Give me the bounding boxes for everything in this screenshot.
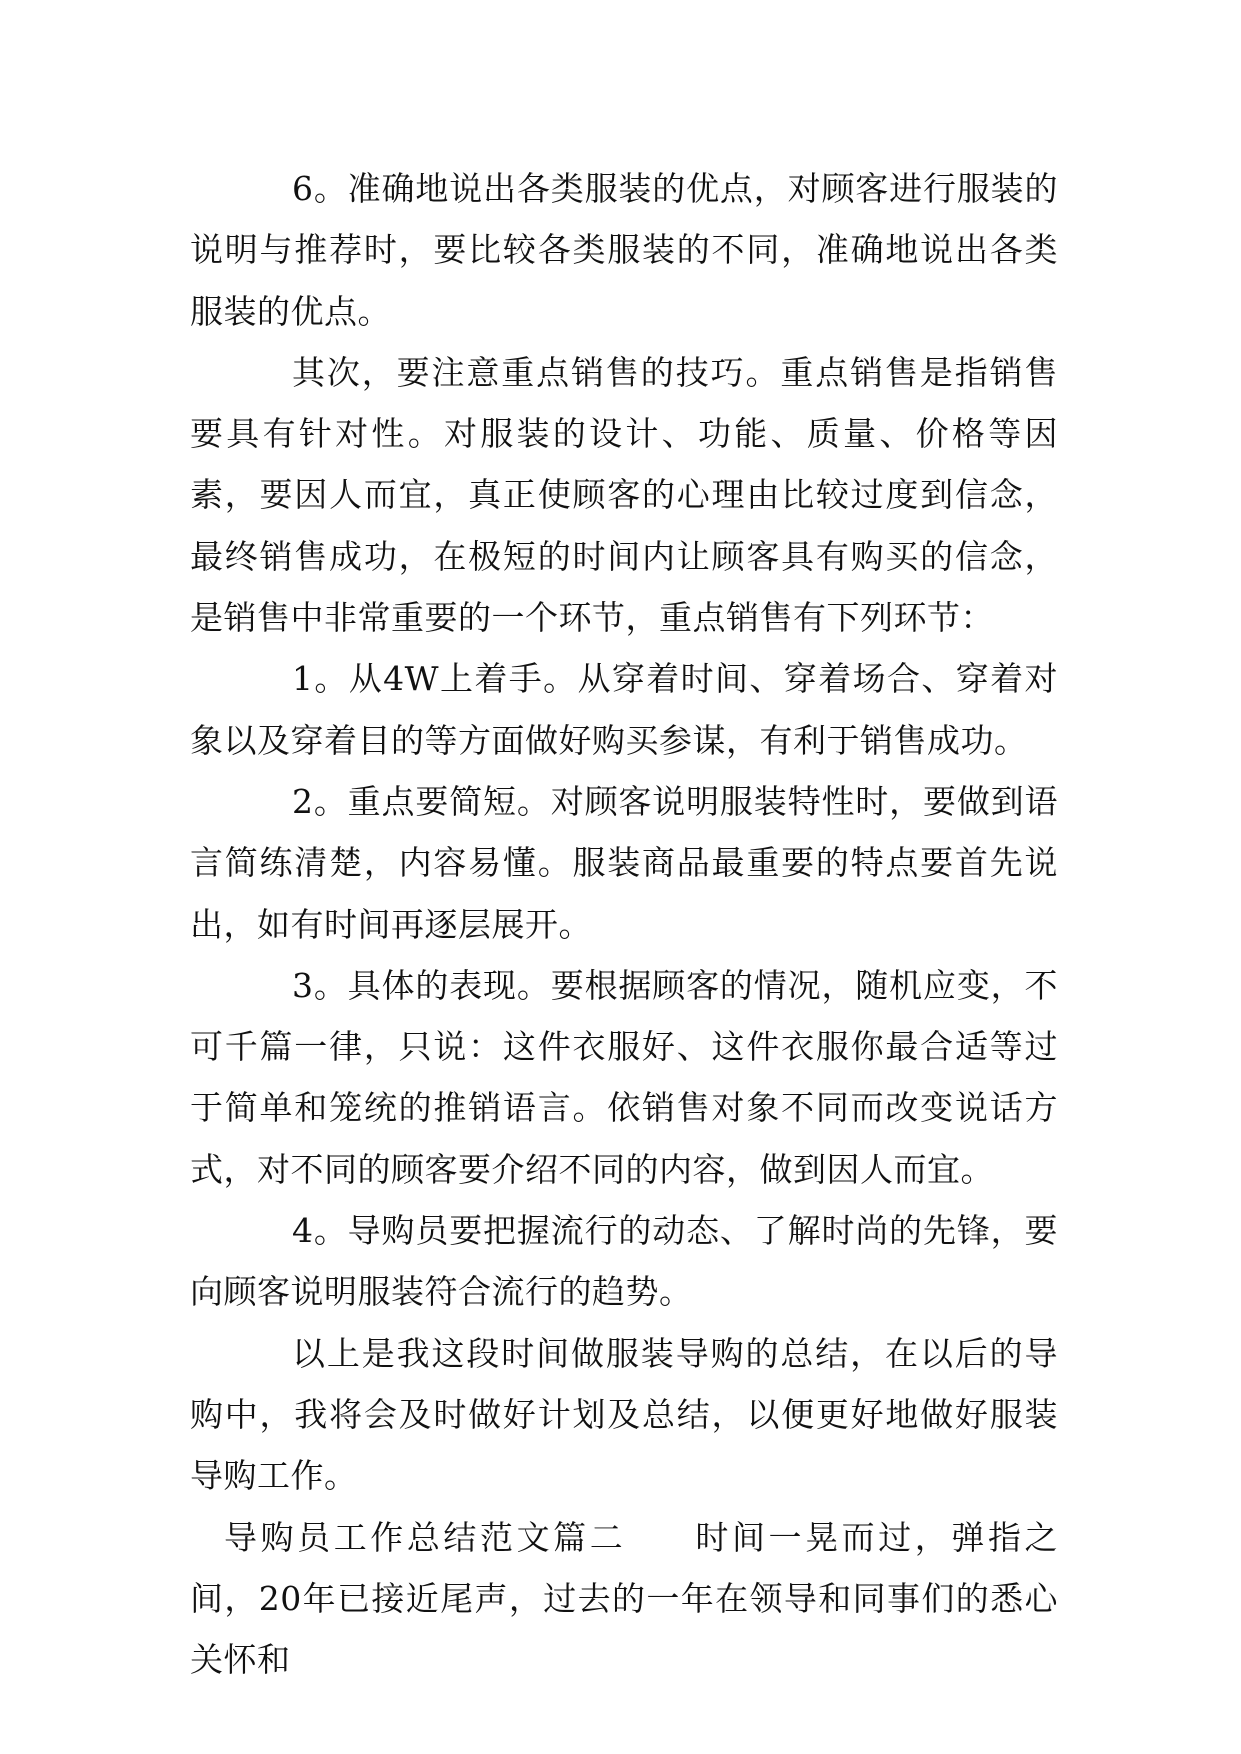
paragraph-item-4: 4。导购员要把握流行的动态、了解时尚的先锋，要向顾客说明服装符合流行的趋势。 — [190, 1211, 1058, 1312]
section-title: 导购员工作总结范文篇二 — [224, 1517, 627, 1557]
paragraph-item-3: 3。具体的表现。要根据顾客的情况，随机应变，不可千篇一律，只说：这件衣服好、这件衣服你最合适等过于简单和笼统的推销语言。依销售对象不同而改变说话方式，对不同的顾客要介绍不同的内容，做到因人而宜。 — [190, 965, 1058, 1189]
document-body — [190, 158, 1058, 1690]
paragraph-conclusion: 以上是我这段时间做服装导购的总结，在以后的导购中，我将会及时做好计划及总结，以便更好地做好服装导购工作。 — [190, 1333, 1058, 1496]
paragraph-item-6: 6。准确地说出各类服装的优点，对顾客进行服装的说明与推荐时，要比较各类服装的不同，准确地说出各类服装的优点。 — [190, 169, 1058, 331]
paragraph-item-2: 2。重点要简短。对顾客说明服装特性时，要做到语言简练清楚，内容易懂。服装商品最重要的特点要首先说出，如有时间再逐层展开。 — [190, 781, 1058, 944]
paragraph-item-1: 1。从4W上着手。从穿着时间、穿着场合、穿着对象以及穿着目的等方面做好购买参谋，有利于销售成功。 — [190, 659, 1058, 760]
paragraph-key-sales-techniques: 其次，要注意重点销售的技巧。重点销售是指销售要具有针对性。对服装的设计、功能、质量、价格等因素，要因人而宜，真正使顾客的心理由比较过度到信念，最终销售成功，在极短的时间内让顾客具有购买的信念，是销售中非常重要的一个环节，重点销售有下列环节： — [190, 352, 1058, 638]
section-two-start — [190, 1507, 1058, 1691]
section-lead-text: 时间一晃而过，弹指之间，20年已接近尾声，过去的一年在领导和同事们的悉心关怀和 — [190, 1517, 1059, 1680]
